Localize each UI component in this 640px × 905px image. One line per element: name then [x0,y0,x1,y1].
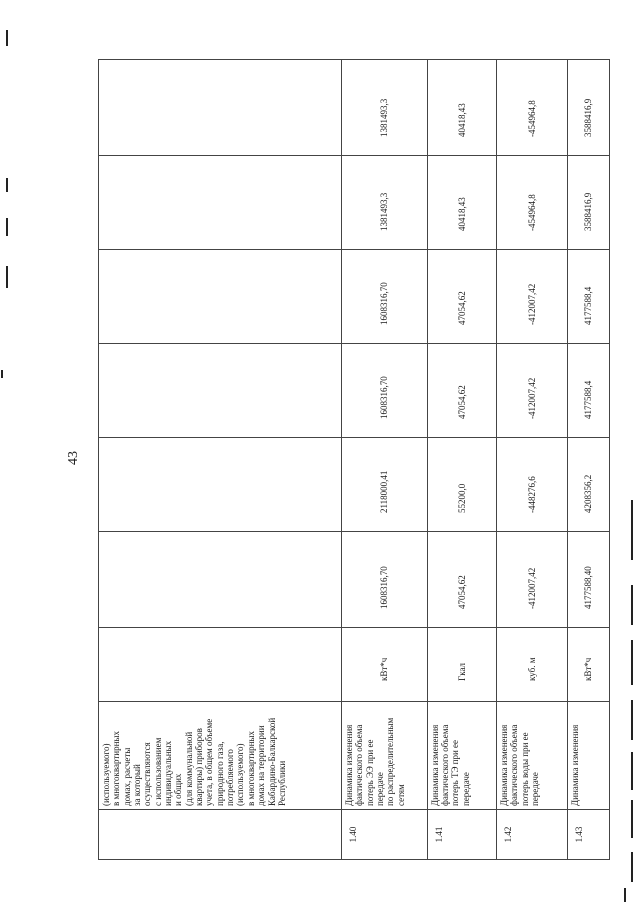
row-value [99,532,342,628]
row-value: -412007,42 [496,344,567,438]
row-unit: кВт*ч [568,628,610,702]
scan-artifact [631,800,633,838]
row-index: 1.41 [427,810,496,860]
row-value: 1381493,3 [341,60,427,156]
row-unit: куб. м [496,628,567,702]
row-index [99,810,342,860]
table-row [99,60,342,860]
table-row [341,60,427,860]
row-unit [99,628,342,702]
scan-artifact [624,888,626,902]
table-row [427,60,496,860]
scan-artifact [631,852,633,882]
row-value: 4177588,4 [568,344,610,438]
row-value: 4177588,40 [568,532,610,628]
row-value [99,344,342,438]
scan-artifact [6,218,8,236]
row-value: 3588416,9 [568,156,610,250]
row-value [99,250,342,344]
scan-artifact [631,640,633,685]
row-value: 4208356,2 [568,438,610,532]
table-row [496,60,567,860]
row-value: -454964,8 [496,156,567,250]
row-value: 47054,62 [427,344,496,438]
row-description: Динамика изменения фактического объема потерь ТЭ при ее передаче [427,702,496,810]
row-value: -454964,8 [496,60,567,156]
row-value: 47054,62 [427,532,496,628]
row-value: -412007,42 [496,532,567,628]
scan-artifact [631,700,633,740]
table-container [98,60,610,860]
row-index: 1.40 [341,810,427,860]
row-value [99,156,342,250]
table-row [568,60,610,860]
scan-artifact [6,178,8,192]
row-value: -412007,42 [496,250,567,344]
row-value: 1608316,70 [341,250,427,344]
row-value: 1608316,70 [341,532,427,628]
row-unit: кВт*ч [341,628,427,702]
scan-artifact [6,30,8,46]
scan-artifact [631,585,633,625]
row-index: 1.42 [496,810,567,860]
scan-artifact [631,752,633,790]
row-value: -448276,6 [496,438,567,532]
row-value: 40418,43 [427,60,496,156]
scan-artifact [6,266,8,288]
row-value: 47054,62 [427,250,496,344]
row-value [99,60,342,156]
row-value: 1608316,70 [341,344,427,438]
row-description: Динамика изменения фактического объема потерь воды при ее передаче [496,702,567,810]
row-description: (используемого) в многоквартирных домах, расчеты за который осуществляются с использованием индивидуальных и общих (для коммунальной квартиры) приборов учета, в общем объеме природного газа, потребляемого (используемого) в многоквартирных домах на территории Кабардино-Балкарской Республики [99,702,342,810]
row-value: 40418,43 [427,156,496,250]
scan-artifact [631,500,633,560]
page-number: 43 [66,451,81,465]
row-value: 55200,0 [427,438,496,532]
row-value [99,438,342,532]
row-value: 4177588,4 [568,250,610,344]
row-index: 1.43 [568,810,610,860]
row-unit: Гкал [427,628,496,702]
row-value: 1381493,3 [341,156,427,250]
row-description: Динамика изменения [568,702,610,810]
row-value: 2118000,41 [341,438,427,532]
scan-artifact [1,370,3,378]
row-value: 3588416,9 [568,60,610,156]
data-table [98,59,610,860]
row-description: Динамика изменения фактического объема потерь ЭЭ при ее передаче по распределительным сетям [341,702,427,810]
